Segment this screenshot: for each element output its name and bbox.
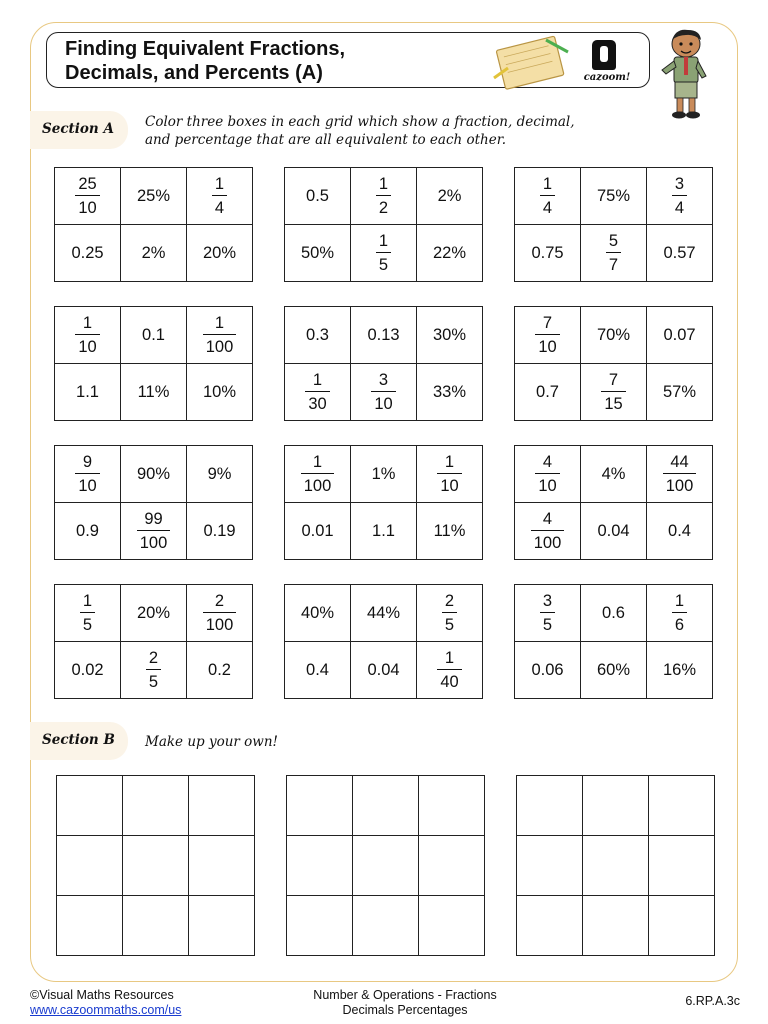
fraction-denominator: 10 — [538, 337, 557, 356]
fraction-denominator: 10 — [440, 476, 459, 495]
grid-cell[interactable] — [121, 503, 187, 560]
fraction-denominator: 5 — [148, 672, 159, 691]
grid-cell[interactable] — [351, 642, 417, 699]
cell-value: 22% — [432, 243, 467, 262]
blank-grid-cell[interactable] — [123, 776, 189, 836]
fraction-numerator: 1 — [82, 592, 93, 610]
fraction — [212, 176, 227, 216]
fraction — [80, 593, 95, 633]
grid-cell[interactable] — [647, 446, 713, 503]
folder-illustration — [490, 34, 576, 90]
cazoom-logo-mark — [592, 40, 616, 70]
blank-grid — [286, 775, 485, 956]
grid-cell[interactable] — [285, 364, 351, 421]
grid-cell[interactable] — [121, 642, 187, 699]
fraction-denominator: 5 — [444, 615, 455, 634]
cell-value: 0.25 — [71, 243, 104, 262]
equivalence-grid — [514, 584, 713, 699]
grid-cell[interactable] — [351, 168, 417, 225]
grid-cell[interactable] — [285, 225, 351, 282]
fraction-denominator: 30 — [308, 394, 327, 413]
grid-cell[interactable] — [581, 225, 647, 282]
grid-cell[interactable] — [515, 585, 581, 642]
grid-cell[interactable] — [351, 585, 417, 642]
grid-cell[interactable] — [417, 225, 483, 282]
grid-cell[interactable] — [647, 642, 713, 699]
section-b-label: Section B — [42, 732, 115, 748]
grid-cell[interactable] — [417, 168, 483, 225]
grid-cell[interactable] — [581, 503, 647, 560]
cell-value: 1.1 — [76, 382, 99, 401]
fraction-denominator: 4 — [674, 198, 685, 217]
grid-cell[interactable] — [285, 503, 351, 560]
grid-cell[interactable] — [55, 503, 121, 560]
fraction-denominator: 10 — [78, 198, 97, 217]
grid-cell[interactable] — [285, 168, 351, 225]
cell-value: 16% — [662, 660, 697, 679]
fraction-denominator: 2 — [378, 198, 389, 217]
blank-grid-cell[interactable] — [517, 836, 583, 896]
grid-cell[interactable] — [187, 446, 253, 503]
fraction — [137, 511, 171, 551]
equivalence-grid — [514, 306, 713, 421]
section-b-tab — [30, 722, 128, 760]
fraction-numerator: 25 — [78, 175, 97, 193]
fraction-denominator: 6 — [674, 615, 685, 634]
fraction-denominator: 100 — [139, 533, 168, 552]
grid-cell[interactable] — [351, 307, 417, 364]
fraction — [442, 593, 457, 633]
fraction — [301, 454, 335, 494]
instruction-line-2: and percentage that are all equivalent to each other. — [145, 132, 507, 148]
cell-value: 0.75 — [531, 243, 564, 262]
grid-cell[interactable] — [187, 307, 253, 364]
fraction-denominator: 5 — [378, 255, 389, 274]
footer-standard-code: 6.RP.A.3c — [685, 994, 740, 1008]
grid-cell[interactable] — [121, 364, 187, 421]
fraction-denominator: 7 — [608, 255, 619, 274]
blank-grid-cell[interactable] — [649, 776, 715, 836]
cell-value: 40% — [300, 603, 335, 622]
fraction-numerator: 2 — [214, 592, 225, 610]
fraction-denominator: 10 — [374, 394, 393, 413]
blank-grid-cell[interactable] — [287, 896, 353, 956]
cell-value: 0.04 — [597, 521, 630, 540]
grid-cell[interactable] — [647, 364, 713, 421]
cell-value: 1% — [371, 464, 396, 483]
cell-value: 2% — [141, 243, 166, 262]
section-b-instructions: Make up your own! — [145, 734, 278, 750]
blank-grid-cell[interactable] — [517, 896, 583, 956]
page-title-line-2: Decimals, and Percents (A) — [65, 62, 323, 84]
cazoom-logo-text: cazoom! — [583, 72, 631, 83]
fraction-denominator: 100 — [205, 615, 234, 634]
fraction-denominator: 40 — [440, 672, 459, 691]
blank-grid-cell[interactable] — [353, 776, 419, 836]
fraction-numerator: 5 — [608, 232, 619, 250]
fraction — [672, 176, 687, 216]
grid-cell[interactable] — [351, 446, 417, 503]
blank-grid-cell[interactable] — [419, 836, 485, 896]
grid-cell[interactable] — [55, 225, 121, 282]
grid-cell[interactable] — [285, 307, 351, 364]
fraction — [663, 454, 697, 494]
cell-value: 0.3 — [306, 325, 329, 344]
blank-grid-cell[interactable] — [123, 896, 189, 956]
cell-value: 90% — [136, 464, 171, 483]
section-a-tab — [30, 111, 128, 149]
blank-grid-cell[interactable] — [583, 836, 649, 896]
blank-grid-cell[interactable] — [287, 776, 353, 836]
equivalence-grid — [284, 445, 483, 560]
cell-value: 0.9 — [76, 521, 99, 540]
blank-grid-cell[interactable] — [123, 836, 189, 896]
cell-value: 30% — [432, 325, 467, 344]
fraction — [437, 454, 461, 494]
grid-cell[interactable] — [581, 585, 647, 642]
cell-value: 4% — [601, 464, 626, 483]
blank-grid-cell[interactable] — [57, 776, 123, 836]
fraction-numerator: 1 — [444, 649, 455, 667]
cell-value: 70% — [596, 325, 631, 344]
grid-cell[interactable] — [417, 307, 483, 364]
cell-value: 0.01 — [301, 521, 334, 540]
cell-value: 75% — [596, 186, 631, 205]
cell-value: 20% — [136, 603, 171, 622]
grid-cell[interactable] — [581, 307, 647, 364]
cell-value: 0.5 — [306, 186, 329, 205]
grid-cell[interactable] — [55, 446, 121, 503]
equivalence-grid — [54, 445, 253, 560]
cell-value: 0.07 — [663, 325, 696, 344]
blank-grid-cell[interactable] — [649, 836, 715, 896]
fraction-numerator: 1 — [542, 175, 553, 193]
cell-value: 0.02 — [71, 660, 104, 679]
blank-grid-cell[interactable] — [189, 836, 255, 896]
grid-cell[interactable] — [647, 225, 713, 282]
grid-cell[interactable] — [187, 364, 253, 421]
grid-cell[interactable] — [121, 168, 187, 225]
grid-cell[interactable] — [351, 364, 417, 421]
fraction-numerator: 1 — [214, 175, 225, 193]
fraction — [376, 176, 391, 216]
grid-cell[interactable] — [351, 503, 417, 560]
grid-cell[interactable] — [187, 585, 253, 642]
fraction-denominator: 100 — [665, 476, 694, 495]
cell-value: 0.6 — [602, 603, 625, 622]
grid-cell[interactable] — [55, 364, 121, 421]
section-a-label: Section A — [42, 121, 114, 137]
cell-value: 0.13 — [367, 325, 400, 344]
grid-cell[interactable] — [351, 225, 417, 282]
footer-website-link[interactable]: www.cazoommaths.com/us — [30, 1003, 182, 1017]
fraction — [75, 176, 99, 216]
footer-topic-line-2: Decimals Percentages — [342, 1003, 468, 1017]
grid-cell[interactable] — [647, 585, 713, 642]
equivalence-grid — [284, 306, 483, 421]
fraction-denominator: 10 — [78, 476, 97, 495]
blank-grid-cell[interactable] — [419, 776, 485, 836]
fraction — [305, 372, 329, 412]
fraction — [371, 372, 395, 412]
fraction-numerator: 3 — [542, 592, 553, 610]
blank-grid-cell[interactable] — [583, 896, 649, 956]
fraction — [437, 650, 461, 690]
grid-cell[interactable] — [581, 642, 647, 699]
fraction-numerator: 2 — [444, 592, 455, 610]
fraction-numerator: 99 — [144, 510, 163, 528]
fraction — [672, 593, 687, 633]
grid-cell[interactable] — [515, 225, 581, 282]
grid-cell[interactable] — [417, 503, 483, 560]
fraction — [540, 176, 555, 216]
grid-cell[interactable] — [515, 307, 581, 364]
footer-topic-line-1: Number & Operations - Fractions — [313, 988, 497, 1002]
fraction-denominator: 4 — [542, 198, 553, 217]
grid-cell[interactable] — [647, 307, 713, 364]
cell-value: 9% — [207, 464, 232, 483]
grid-cell[interactable] — [417, 364, 483, 421]
cell-value: 0.4 — [668, 521, 691, 540]
cell-value: 0.06 — [531, 660, 564, 679]
blank-grid-cell[interactable] — [57, 896, 123, 956]
equivalence-grid — [514, 445, 713, 560]
grid-cell[interactable] — [515, 168, 581, 225]
grid-cell[interactable] — [515, 503, 581, 560]
cell-value: 2% — [437, 186, 462, 205]
cell-value: 60% — [596, 660, 631, 679]
blank-grid — [56, 775, 255, 956]
blank-grid-cell[interactable] — [353, 836, 419, 896]
grid-cell[interactable] — [647, 168, 713, 225]
grid-cell[interactable] — [581, 446, 647, 503]
fraction — [75, 315, 99, 355]
cell-value: 0.7 — [536, 382, 559, 401]
cell-value: 10% — [202, 382, 237, 401]
blank-grid — [516, 775, 715, 956]
grid-cell[interactable] — [417, 642, 483, 699]
blank-grid-cell[interactable] — [287, 836, 353, 896]
grid-cell[interactable] — [187, 642, 253, 699]
fraction-denominator: 5 — [542, 615, 553, 634]
grid-cell[interactable] — [285, 585, 351, 642]
grid-cell[interactable] — [55, 307, 121, 364]
fraction-numerator: 2 — [148, 649, 159, 667]
grid-cell[interactable] — [581, 168, 647, 225]
cell-value: 0.1 — [142, 325, 165, 344]
blank-grid-cell[interactable] — [649, 896, 715, 956]
footer-topic — [260, 988, 550, 1018]
grid-cell[interactable] — [187, 225, 253, 282]
section-a-instructions — [145, 113, 615, 149]
fraction — [606, 233, 621, 273]
cell-value: 0.2 — [208, 660, 231, 679]
fraction — [376, 233, 391, 273]
grid-cell[interactable] — [55, 168, 121, 225]
blank-grid-cell[interactable] — [583, 776, 649, 836]
fraction-numerator: 3 — [674, 175, 685, 193]
fraction-denominator: 100 — [533, 533, 562, 552]
grid-cell[interactable] — [121, 225, 187, 282]
cell-value: 11% — [137, 382, 170, 401]
fraction — [535, 454, 559, 494]
grid-cell[interactable] — [515, 446, 581, 503]
cell-value: 33% — [432, 382, 467, 401]
blank-grid-cell[interactable] — [419, 896, 485, 956]
cell-value: 20% — [202, 243, 237, 262]
fraction-denominator: 10 — [78, 337, 97, 356]
grid-cell[interactable] — [285, 642, 351, 699]
fraction-denominator: 10 — [538, 476, 557, 495]
instruction-line-1: Color three boxes in each grid which show a fraction, decimal, — [145, 114, 575, 130]
blank-grid-cell[interactable] — [189, 776, 255, 836]
cell-value: 0.4 — [306, 660, 329, 679]
fraction-numerator: 1 — [674, 592, 685, 610]
blank-grid-cell[interactable] — [57, 836, 123, 896]
grid-cell[interactable] — [285, 446, 351, 503]
cell-value: 25% — [136, 186, 171, 205]
cell-value: 0.19 — [203, 521, 236, 540]
fraction-numerator: 1 — [312, 371, 323, 389]
blank-grid-cell[interactable] — [189, 896, 255, 956]
equivalence-grid — [284, 584, 483, 699]
grid-cell[interactable] — [121, 585, 187, 642]
grid-cell[interactable] — [417, 446, 483, 503]
fraction-numerator: 9 — [82, 453, 93, 471]
fraction — [601, 372, 625, 412]
fraction-numerator: 4 — [542, 510, 553, 528]
fraction — [203, 315, 237, 355]
fraction-numerator: 1 — [444, 453, 455, 471]
cell-value: 44% — [366, 603, 401, 622]
grid-cell[interactable] — [187, 503, 253, 560]
boy-mascot-illustration — [654, 26, 716, 122]
cell-value: 0.57 — [663, 243, 696, 262]
fraction — [540, 593, 555, 633]
grid-cell[interactable] — [121, 446, 187, 503]
fraction-denominator: 4 — [214, 198, 225, 217]
grid-cell[interactable] — [515, 364, 581, 421]
fraction — [75, 454, 99, 494]
cell-value: 11% — [433, 521, 466, 540]
fraction-numerator: 3 — [378, 371, 389, 389]
grid-cell[interactable] — [55, 585, 121, 642]
grid-cell[interactable] — [121, 307, 187, 364]
fraction-numerator: 1 — [378, 175, 389, 193]
fraction-numerator: 1 — [378, 232, 389, 250]
cell-value: 0.04 — [367, 660, 400, 679]
equivalence-grid — [54, 584, 253, 699]
footer-copyright: ©Visual Maths Resources — [30, 988, 174, 1002]
fraction — [531, 511, 565, 551]
fraction — [203, 593, 237, 633]
blank-grid-cell[interactable] — [517, 776, 583, 836]
fraction — [146, 650, 161, 690]
equivalence-grid — [514, 167, 713, 282]
fraction-numerator: 7 — [608, 371, 619, 389]
fraction — [535, 315, 559, 355]
fraction-denominator: 100 — [205, 337, 234, 356]
grid-cell[interactable] — [647, 503, 713, 560]
equivalence-grid — [54, 306, 253, 421]
fraction-denominator: 15 — [604, 394, 623, 413]
cell-value: 50% — [300, 243, 335, 262]
equivalence-grid — [54, 167, 253, 282]
fraction-denominator: 5 — [82, 615, 93, 634]
equivalence-grid — [284, 167, 483, 282]
grid-cell[interactable] — [55, 642, 121, 699]
grid-cell[interactable] — [187, 168, 253, 225]
fraction-numerator: 4 — [542, 453, 553, 471]
fraction-numerator: 1 — [312, 453, 323, 471]
cell-value: 57% — [662, 382, 697, 401]
fraction-numerator: 7 — [542, 314, 553, 332]
page-title-line-1: Finding Equivalent Fractions, — [65, 38, 346, 60]
grid-cell[interactable] — [581, 364, 647, 421]
fraction-denominator: 100 — [303, 476, 332, 495]
grid-cell[interactable] — [417, 585, 483, 642]
cell-value: 1.1 — [372, 521, 395, 540]
blank-grid-cell[interactable] — [353, 896, 419, 956]
grid-cell[interactable] — [515, 642, 581, 699]
fraction-numerator: 44 — [670, 453, 689, 471]
fraction-numerator: 1 — [214, 314, 225, 332]
fraction-numerator: 1 — [82, 314, 93, 332]
